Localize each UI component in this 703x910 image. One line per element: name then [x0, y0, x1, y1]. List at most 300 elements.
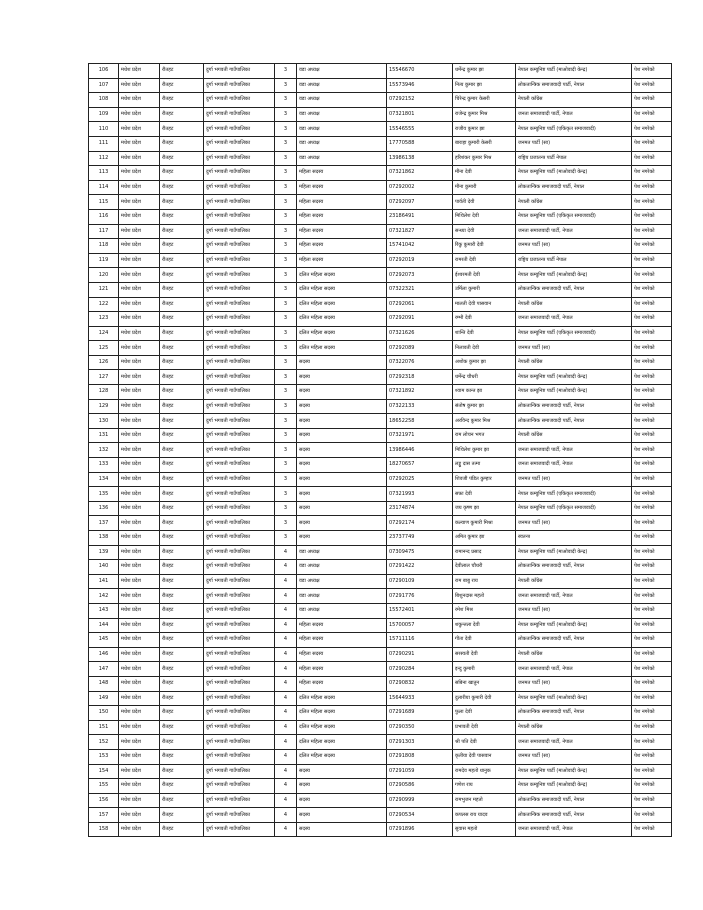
- party-cell: लोकतान्त्रिक समाजवादी पार्टी, नेपाल: [516, 706, 632, 721]
- candidate-name-cell: नित्य कुमार झा: [453, 78, 516, 93]
- status-cell: पेश नगरेको: [632, 312, 672, 327]
- status-cell: पेश नगरेको: [632, 749, 672, 764]
- voter-id-cell: 07290109: [387, 574, 453, 589]
- candidate-name-cell: चिरेन्द्र कुमार केसरी: [453, 93, 516, 108]
- candidate-name-cell: सुवास महतो: [453, 822, 516, 837]
- candidate-name-cell: श्री पति देवी: [453, 735, 516, 750]
- status-cell: पेश नगरेको: [632, 487, 672, 502]
- district-cell: रौतहट: [160, 516, 204, 531]
- post-cell: वडा अध्यक्ष: [297, 78, 387, 93]
- candidate-name-cell: सफ़ा देवी: [453, 487, 516, 502]
- table-row: [89, 195, 672, 210]
- voter-id-cell: 07321971: [387, 428, 453, 443]
- province-cell: मधेश प्रदेश: [119, 180, 160, 195]
- ward-number-cell: 3: [275, 107, 297, 122]
- status-cell: पेश नगरेको: [632, 472, 672, 487]
- voter-id-cell: 07291896: [387, 822, 453, 837]
- status-cell: पेश नगरेको: [632, 385, 672, 400]
- status-cell: पेश नगरेको: [632, 779, 672, 794]
- candidate-name-cell: गणेश राय: [453, 779, 516, 794]
- municipality-cell: दुर्गा भगवती गाउँपालिका: [204, 633, 275, 648]
- table-row: [89, 341, 672, 356]
- voter-id-cell: 07309475: [387, 545, 453, 560]
- party-cell: नेपाली काँग्रेस: [516, 428, 632, 443]
- province-cell: मधेश प्रदेश: [119, 487, 160, 502]
- post-cell: महिला सदस्य: [297, 633, 387, 648]
- status-cell: पेश नगरेको: [632, 326, 672, 341]
- district-cell: रौतहट: [160, 691, 204, 706]
- municipality-cell: दुर्गा भगवती गाउँपालिका: [204, 720, 275, 735]
- district-cell: रौतहट: [160, 531, 204, 546]
- table-row: [89, 662, 672, 677]
- status-cell: पेश नगरेको: [632, 224, 672, 239]
- status-cell: पेश नगरेको: [632, 282, 672, 297]
- post-cell: वडा अध्यक्ष: [297, 574, 387, 589]
- district-cell: रौतहट: [160, 501, 204, 516]
- ward-number-cell: 3: [275, 472, 297, 487]
- table-row: [89, 224, 672, 239]
- candidate-name-cell: मिथिलेश देवी: [453, 209, 516, 224]
- voter-id-cell: 15572401: [387, 603, 453, 618]
- voter-id-cell: 07292002: [387, 180, 453, 195]
- party-cell: जनमत पार्टी (सा): [516, 341, 632, 356]
- province-cell: मधेश प्रदेश: [119, 691, 160, 706]
- district-cell: रौतहट: [160, 808, 204, 823]
- ward-number-cell: 3: [275, 443, 297, 458]
- party-cell: जनमत पार्टी (सा): [516, 749, 632, 764]
- municipality-cell: दुर्गा भगवती गाउँपालिका: [204, 560, 275, 575]
- post-cell: सदस्य: [297, 458, 387, 473]
- province-cell: मधेश प्रदेश: [119, 136, 160, 151]
- province-cell: मधेश प्रदेश: [119, 574, 160, 589]
- party-cell: लोकतान्त्रिक समाजवादी पार्टी, नेपाल: [516, 633, 632, 648]
- voter-id-cell: 07292025: [387, 472, 453, 487]
- district-cell: रौतहट: [160, 355, 204, 370]
- voter-id-cell: 15711116: [387, 633, 453, 648]
- party-cell: नेपाल कम्युनिष्ट पार्टी (एकिकृत समाजवादी): [516, 501, 632, 516]
- candidate-name-cell: सरस्वती देवी: [453, 647, 516, 662]
- post-cell: महिला सदस्य: [297, 180, 387, 195]
- ward-number-cell: 4: [275, 735, 297, 750]
- municipality-cell: दुर्गा भगवती गाउँपालिका: [204, 312, 275, 327]
- table-row: [89, 312, 672, 327]
- municipality-cell: दुर्गा भगवती गाउँपालिका: [204, 662, 275, 677]
- serial-number-cell: 128: [89, 385, 119, 400]
- serial-number-cell: 107: [89, 78, 119, 93]
- province-cell: मधेश प्रदेश: [119, 399, 160, 414]
- ward-number-cell: 4: [275, 589, 297, 604]
- serial-number-cell: 119: [89, 253, 119, 268]
- post-cell: महिला सदस्य: [297, 195, 387, 210]
- status-cell: पेश नगरेको: [632, 589, 672, 604]
- voter-id-cell: 15546670: [387, 64, 453, 79]
- voter-id-cell: 07292061: [387, 297, 453, 312]
- voter-id-cell: 07322076: [387, 355, 453, 370]
- post-cell: सदस्य: [297, 385, 387, 400]
- table-row: [89, 443, 672, 458]
- party-cell: नेपाल कम्युनिष्ट पार्टी (एकिकृत समाजवादी): [516, 487, 632, 502]
- party-cell: जनता समाजवादी पार्टी, नेपाल: [516, 443, 632, 458]
- table-row: [89, 501, 672, 516]
- status-cell: पेश नगरेको: [632, 253, 672, 268]
- table-row: [89, 78, 672, 93]
- status-cell: पेश नगरेको: [632, 78, 672, 93]
- province-cell: मधेश प्रदेश: [119, 297, 160, 312]
- district-cell: रौतहट: [160, 472, 204, 487]
- post-cell: दलित महिला सदस्य: [297, 268, 387, 283]
- ward-number-cell: 4: [275, 822, 297, 837]
- post-cell: महिला सदस्य: [297, 224, 387, 239]
- serial-number-cell: 117: [89, 224, 119, 239]
- municipality-cell: दुर्गा भगवती गाउँपालिका: [204, 589, 275, 604]
- status-cell: पेश नगरेको: [632, 370, 672, 385]
- post-cell: सदस्य: [297, 355, 387, 370]
- district-cell: रौतहट: [160, 253, 204, 268]
- post-cell: दलित महिला सदस्य: [297, 720, 387, 735]
- province-cell: मधेश प्रदेश: [119, 195, 160, 210]
- party-cell: स्वतन्त्र: [516, 531, 632, 546]
- province-cell: मधेश प्रदेश: [119, 822, 160, 837]
- party-cell: जनता समाजवादी पार्टी, नेपाल: [516, 735, 632, 750]
- voter-id-cell: 07322321: [387, 282, 453, 297]
- table-row: [89, 589, 672, 604]
- municipality-cell: दुर्गा भगवती गाउँपालिका: [204, 618, 275, 633]
- party-cell: नेपाल कम्युनिष्ट पार्टी (एकिकृत समाजवादी): [516, 209, 632, 224]
- ward-number-cell: 3: [275, 385, 297, 400]
- post-cell: दलित महिला सदस्य: [297, 691, 387, 706]
- candidate-name-cell: बाराहा कुमारी केसरी: [453, 136, 516, 151]
- candidate-name-cell: कृतीया देवी पासवान: [453, 749, 516, 764]
- district-cell: रौतहट: [160, 458, 204, 473]
- table-row: [89, 764, 672, 779]
- province-cell: मधेश प्रदेश: [119, 443, 160, 458]
- status-cell: पेश नगरेको: [632, 808, 672, 823]
- serial-number-cell: 127: [89, 370, 119, 385]
- table-row: [89, 93, 672, 108]
- municipality-cell: दुर्गा भगवती गाउँपालिका: [204, 501, 275, 516]
- district-cell: रौतहट: [160, 428, 204, 443]
- serial-number-cell: 151: [89, 720, 119, 735]
- party-cell: नेपाल कम्युनिष्ट पार्टी (एकिकृत समाजवादी): [516, 122, 632, 137]
- candidate-name-cell: प्रभावती देवी: [453, 720, 516, 735]
- ward-number-cell: 4: [275, 808, 297, 823]
- municipality-cell: दुर्गा भगवती गाउँपालिका: [204, 516, 275, 531]
- serial-number-cell: 146: [89, 647, 119, 662]
- party-cell: जनमत पार्टी (सा): [516, 676, 632, 691]
- status-cell: पेश नगरेको: [632, 195, 672, 210]
- ward-number-cell: 3: [275, 166, 297, 181]
- province-cell: मधेश प्रदेश: [119, 458, 160, 473]
- district-cell: रौतहट: [160, 136, 204, 151]
- district-cell: रौतहट: [160, 268, 204, 283]
- post-cell: दलित महिला सदस्य: [297, 706, 387, 721]
- voter-id-cell: 07291422: [387, 560, 453, 575]
- province-cell: मधेश प्रदेश: [119, 341, 160, 356]
- party-cell: जनमत पार्टी (सा): [516, 239, 632, 254]
- voter-id-cell: 15573946: [387, 78, 453, 93]
- party-cell: जनता समाजवादी पार्टी, नेपाल: [516, 312, 632, 327]
- table-row: [89, 793, 672, 808]
- municipality-cell: दुर्गा भगवती गाउँपालिका: [204, 603, 275, 618]
- ward-number-cell: 3: [275, 341, 297, 356]
- municipality-cell: दुर्गा भगवती गाउँपालिका: [204, 808, 275, 823]
- status-cell: पेश नगरेको: [632, 633, 672, 648]
- serial-number-cell: 139: [89, 545, 119, 560]
- district-cell: रौतहट: [160, 443, 204, 458]
- status-cell: पेश नगरेको: [632, 122, 672, 137]
- candidate-name-cell: जय कृष्ण झा: [453, 501, 516, 516]
- district-cell: रौतहट: [160, 399, 204, 414]
- ward-number-cell: 3: [275, 195, 297, 210]
- candidate-name-cell: रामानन्द प्रसाद: [453, 545, 516, 560]
- candidate-name-cell: रिंकु कुमारी देवी: [453, 239, 516, 254]
- district-cell: रौतहट: [160, 589, 204, 604]
- municipality-cell: दुर्गा भगवती गाउँपालिका: [204, 458, 275, 473]
- party-cell: लोकतान्त्रिक समाजवादी पार्टी, नेपाल: [516, 414, 632, 429]
- voter-id-cell: 15644933: [387, 691, 453, 706]
- voter-id-cell: 18652258: [387, 414, 453, 429]
- district-cell: रौतहट: [160, 676, 204, 691]
- ward-number-cell: 3: [275, 239, 297, 254]
- voter-id-cell: 07321626: [387, 326, 453, 341]
- post-cell: सदस्य: [297, 428, 387, 443]
- status-cell: पेश नगरेको: [632, 180, 672, 195]
- voter-id-cell: 07292091: [387, 312, 453, 327]
- candidate-name-cell: रामभुजन महतो: [453, 793, 516, 808]
- status-cell: पेश नगरेको: [632, 428, 672, 443]
- party-cell: नेपाल कम्युनिष्ट पार्टी (माओवादी केन्द्र): [516, 385, 632, 400]
- party-cell: जनमत पार्टी (सा): [516, 136, 632, 151]
- status-cell: पेश नगरेको: [632, 107, 672, 122]
- post-cell: दलित महिला सदस्य: [297, 297, 387, 312]
- ward-number-cell: 3: [275, 64, 297, 79]
- status-cell: पेश नगरेको: [632, 501, 672, 516]
- candidate-name-cell: शान्ति देवी: [453, 326, 516, 341]
- voter-id-cell: 07321892: [387, 385, 453, 400]
- status-cell: पेश नगरेको: [632, 136, 672, 151]
- province-cell: मधेश प्रदेश: [119, 808, 160, 823]
- status-cell: पेश नगरेको: [632, 764, 672, 779]
- ward-number-cell: 3: [275, 93, 297, 108]
- serial-number-cell: 147: [89, 662, 119, 677]
- voter-id-cell: 13986446: [387, 443, 453, 458]
- table-row: [89, 720, 672, 735]
- post-cell: महिला सदस्य: [297, 253, 387, 268]
- ward-number-cell: 4: [275, 706, 297, 721]
- candidate-name-cell: कपलस राय यादव: [453, 808, 516, 823]
- status-cell: पेश नगरेको: [632, 209, 672, 224]
- serial-number-cell: 155: [89, 779, 119, 794]
- candidate-name-cell: राम बाबु राय: [453, 574, 516, 589]
- candidate-name-cell: धर्मेन्द्र चौधरी: [453, 370, 516, 385]
- municipality-cell: दुर्गा भगवती गाउँपालिका: [204, 370, 275, 385]
- post-cell: दलित महिला सदस्य: [297, 735, 387, 750]
- candidate-name-cell: धर्मेन्द्र कुमार झा: [453, 64, 516, 79]
- post-cell: महिला सदस्य: [297, 647, 387, 662]
- table-row: [89, 268, 672, 283]
- ward-number-cell: 3: [275, 531, 297, 546]
- candidate-name-cell: रम्भी देवी: [453, 312, 516, 327]
- district-cell: रौतहट: [160, 822, 204, 837]
- candidate-name-cell: शिवजी पंडित कुम्हार: [453, 472, 516, 487]
- ward-number-cell: 4: [275, 749, 297, 764]
- serial-number-cell: 153: [89, 749, 119, 764]
- province-cell: मधेश प्रदेश: [119, 312, 160, 327]
- serial-number-cell: 141: [89, 574, 119, 589]
- province-cell: मधेश प्रदेश: [119, 647, 160, 662]
- municipality-cell: दुर्गा भगवती गाउँपालिका: [204, 472, 275, 487]
- party-cell: नेपाल कम्युनिष्ट पार्टी (माओवादी केन्द्र): [516, 370, 632, 385]
- province-cell: मधेश प्रदेश: [119, 326, 160, 341]
- province-cell: मधेश प्रदेश: [119, 749, 160, 764]
- ward-number-cell: 3: [275, 253, 297, 268]
- candidate-name-cell: पार्वती देवी: [453, 195, 516, 210]
- status-cell: पेश नगरेको: [632, 574, 672, 589]
- ward-number-cell: 3: [275, 501, 297, 516]
- serial-number-cell: 150: [89, 706, 119, 721]
- post-cell: वडा अध्यक्ष: [297, 93, 387, 108]
- district-cell: रौतहट: [160, 560, 204, 575]
- province-cell: मधेश प्रदेश: [119, 224, 160, 239]
- district-cell: रौतहट: [160, 297, 204, 312]
- voter-id-cell: 07291776: [387, 589, 453, 604]
- serial-number-cell: 133: [89, 458, 119, 473]
- province-cell: मधेश प्रदेश: [119, 93, 160, 108]
- ward-number-cell: 4: [275, 633, 297, 648]
- table-row: [89, 136, 672, 151]
- district-cell: रौतहट: [160, 151, 204, 166]
- province-cell: मधेश प्रदेश: [119, 779, 160, 794]
- table-row: [89, 166, 672, 181]
- table-row: [89, 370, 672, 385]
- party-cell: नेपाली काँग्रेस: [516, 355, 632, 370]
- status-cell: पेश नगरेको: [632, 297, 672, 312]
- province-cell: मधेश प्रदेश: [119, 720, 160, 735]
- party-cell: जनता समाजवादी पार्टी, नेपाल: [516, 822, 632, 837]
- municipality-cell: दुर्गा भगवती गाउँपालिका: [204, 428, 275, 443]
- candidate-name-cell: रमेश मिश्र: [453, 603, 516, 618]
- candidate-name-cell: अमित कुमार झा: [453, 531, 516, 546]
- voter-id-cell: 07292019: [387, 253, 453, 268]
- province-cell: मधेश प्रदेश: [119, 472, 160, 487]
- ward-number-cell: 3: [275, 428, 297, 443]
- status-cell: पेश नगरेको: [632, 618, 672, 633]
- status-cell: पेश नगरेको: [632, 793, 672, 808]
- ward-number-cell: 3: [275, 136, 297, 151]
- district-cell: रौतहट: [160, 195, 204, 210]
- province-cell: मधेश प्रदेश: [119, 166, 160, 181]
- status-cell: पेश नगरेको: [632, 545, 672, 560]
- post-cell: महिला सदस्य: [297, 618, 387, 633]
- serial-number-cell: 108: [89, 93, 119, 108]
- serial-number-cell: 130: [89, 414, 119, 429]
- voter-id-cell: 07291059: [387, 764, 453, 779]
- party-cell: राष्ट्रिय प्रजातन्त्र पार्टी नेपाल: [516, 253, 632, 268]
- voter-id-cell: 07290350: [387, 720, 453, 735]
- ward-number-cell: 3: [275, 516, 297, 531]
- district-cell: रौतहट: [160, 749, 204, 764]
- table-row: [89, 487, 672, 502]
- status-cell: पेश नगरेको: [632, 560, 672, 575]
- district-cell: रौतहट: [160, 166, 204, 181]
- voter-id-cell: 07290586: [387, 779, 453, 794]
- serial-number-cell: 106: [89, 64, 119, 79]
- serial-number-cell: 109: [89, 107, 119, 122]
- ward-number-cell: 3: [275, 326, 297, 341]
- party-cell: नेपाल कम्युनिष्ट पार्टी (माओवादी केन्द्र): [516, 268, 632, 283]
- status-cell: पेश नगरेको: [632, 443, 672, 458]
- status-cell: पेश नगरेको: [632, 166, 672, 181]
- ward-number-cell: 3: [275, 399, 297, 414]
- post-cell: सदस्य: [297, 779, 387, 794]
- table-row: [89, 574, 672, 589]
- table-row: [89, 414, 672, 429]
- province-cell: मधेश प्रदेश: [119, 355, 160, 370]
- status-cell: पेश नगरेको: [632, 706, 672, 721]
- candidate-name-cell: अरविन्द कुमार मिश्र: [453, 414, 516, 429]
- voter-id-cell: 07321862: [387, 166, 453, 181]
- ward-number-cell: 3: [275, 414, 297, 429]
- post-cell: सदस्य: [297, 443, 387, 458]
- post-cell: महिला सदस्य: [297, 239, 387, 254]
- candidate-name-cell: दुलारीया कुमारी देवी: [453, 691, 516, 706]
- status-cell: पेश नगरेको: [632, 691, 672, 706]
- province-cell: मधेश प्रदेश: [119, 78, 160, 93]
- serial-number-cell: 126: [89, 355, 119, 370]
- party-cell: नेपाल कम्युनिष्ट पार्टी (माओवादी केन्द्र): [516, 618, 632, 633]
- candidate-name-cell: मीना कुमारी: [453, 180, 516, 195]
- candidate-name-cell: सबिना खातुन: [453, 676, 516, 691]
- candidate-name-cell: अशोक कुमार झा: [453, 355, 516, 370]
- party-cell: जनमत पार्टी (सा): [516, 516, 632, 531]
- ward-number-cell: 4: [275, 676, 297, 691]
- party-cell: नेपाल कम्युनिष्ट पार्टी (माओवादी केन्द्र): [516, 779, 632, 794]
- municipality-cell: दुर्गा भगवती गाउँपालिका: [204, 545, 275, 560]
- candidate-name-cell: मालती देवी पासवान: [453, 297, 516, 312]
- status-cell: पेश नगरेको: [632, 268, 672, 283]
- party-cell: नेपाली काँग्रेस: [516, 720, 632, 735]
- party-cell: जनमत पार्टी (सा): [516, 472, 632, 487]
- serial-number-cell: 148: [89, 676, 119, 691]
- party-cell: नेपाली काँग्रेस: [516, 574, 632, 589]
- table-row: [89, 239, 672, 254]
- table-row: [89, 749, 672, 764]
- voter-id-cell: 18270657: [387, 458, 453, 473]
- candidate-table: [88, 63, 655, 837]
- serial-number-cell: 111: [89, 136, 119, 151]
- party-cell: नेपाली काँग्रेस: [516, 93, 632, 108]
- district-cell: रौतहट: [160, 282, 204, 297]
- province-cell: मधेश प्रदेश: [119, 676, 160, 691]
- status-cell: पेश नगरेको: [632, 735, 672, 750]
- municipality-cell: दुर्गा भगवती गाउँपालिका: [204, 385, 275, 400]
- serial-number-cell: 158: [89, 822, 119, 837]
- status-cell: पेश नगरेको: [632, 720, 672, 735]
- serial-number-cell: 132: [89, 443, 119, 458]
- post-cell: सदस्य: [297, 764, 387, 779]
- ward-number-cell: 4: [275, 574, 297, 589]
- serial-number-cell: 113: [89, 166, 119, 181]
- status-cell: पेश नगरेको: [632, 239, 672, 254]
- status-cell: पेश नगरेको: [632, 531, 672, 546]
- district-cell: रौतहट: [160, 662, 204, 677]
- municipality-cell: दुर्गा भगवती गाउँपालिका: [204, 166, 275, 181]
- status-cell: पेश नगरेको: [632, 822, 672, 837]
- candidate-name-cell: इन्दु कुमारी: [453, 662, 516, 677]
- ward-number-cell: 3: [275, 312, 297, 327]
- municipality-cell: दुर्गा भगवती गाउँपालिका: [204, 822, 275, 837]
- municipality-cell: दुर्गा भगवती गाउँपालिका: [204, 239, 275, 254]
